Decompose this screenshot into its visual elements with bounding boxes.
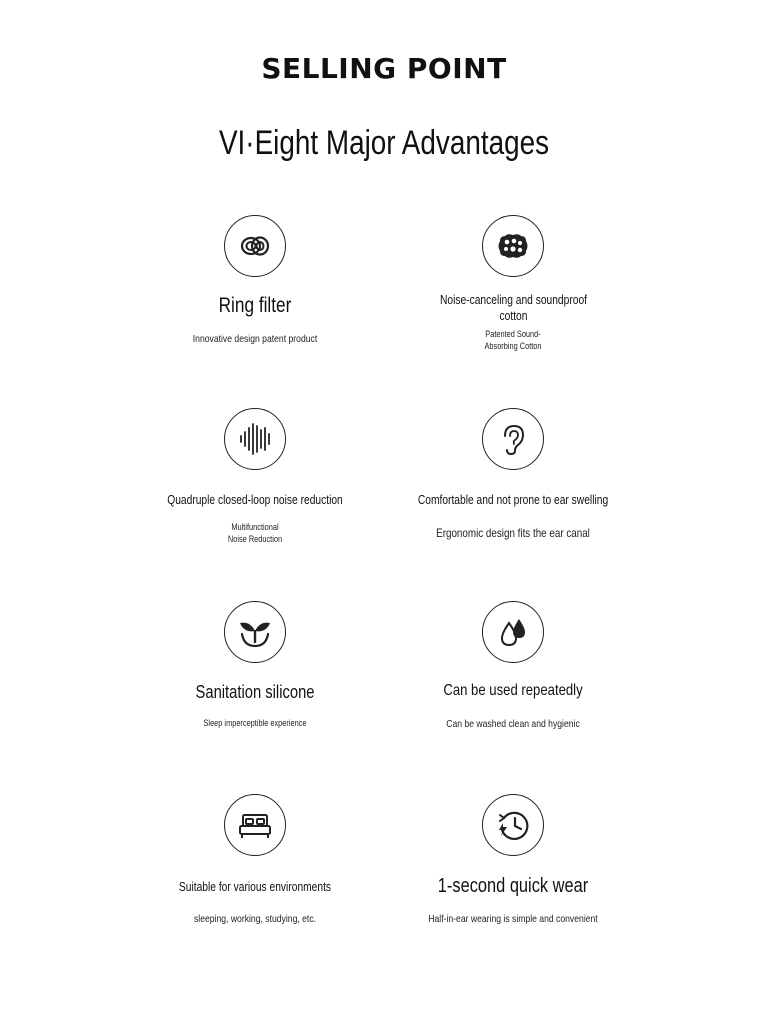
leaf-sprout-icon — [224, 601, 286, 663]
feature-desc: Multifunctional Noise Reduction — [227, 522, 283, 545]
feature-soundproof-cotton — [383, 215, 643, 352]
feature-title: Sanitation silicone — [195, 682, 315, 702]
feature-ring-filter — [125, 215, 385, 345]
feature-desc: Half-in-ear wearing is simple and convenient — [428, 913, 598, 925]
soundproof-cotton-icon — [482, 215, 544, 277]
sound-wave-icon — [224, 408, 286, 470]
feature-title: Comfortable and not prone to ear swelling — [417, 493, 609, 507]
feature-desc: Innovative design patent product — [192, 333, 318, 345]
feature-desc: Sleep imperceptible experience — [203, 718, 307, 728]
feature-title: 1-second quick wear — [437, 875, 589, 897]
ring-filter-icon — [224, 215, 286, 277]
feature-title: Suitable for various environments — [178, 880, 332, 894]
feature-desc: sleeping, working, studying, etc. — [193, 913, 317, 925]
feature-various-environments — [125, 794, 385, 925]
selling-point-title: SELLING POINT — [261, 52, 507, 85]
feature-title: Quadruple closed-loop noise reduction — [167, 493, 343, 507]
water-drop-icon — [482, 601, 544, 663]
ear-icon — [482, 408, 544, 470]
feature-title: Noise-canceling and soundproof cotton — [439, 293, 587, 323]
feature-desc: Ergonomic design fits the ear canal — [436, 526, 590, 540]
feature-sanitation-silicone — [125, 601, 385, 728]
feature-reusable — [383, 601, 643, 730]
advantages-subtitle: VI·Eight Major Advantages — [218, 124, 550, 162]
feature-title: Ring filter — [218, 294, 292, 317]
feature-title: Can be used repeatedly — [443, 682, 583, 699]
feature-desc: Patented Sound-Absorbing Cotton — [484, 329, 542, 352]
feature-noise-reduction — [125, 408, 385, 545]
feature-quick-wear — [383, 794, 643, 925]
bed-icon — [224, 794, 286, 856]
feature-desc: Can be washed clean and hygienic — [446, 718, 580, 730]
feature-ear-comfort — [383, 408, 643, 540]
quick-clock-icon — [482, 794, 544, 856]
